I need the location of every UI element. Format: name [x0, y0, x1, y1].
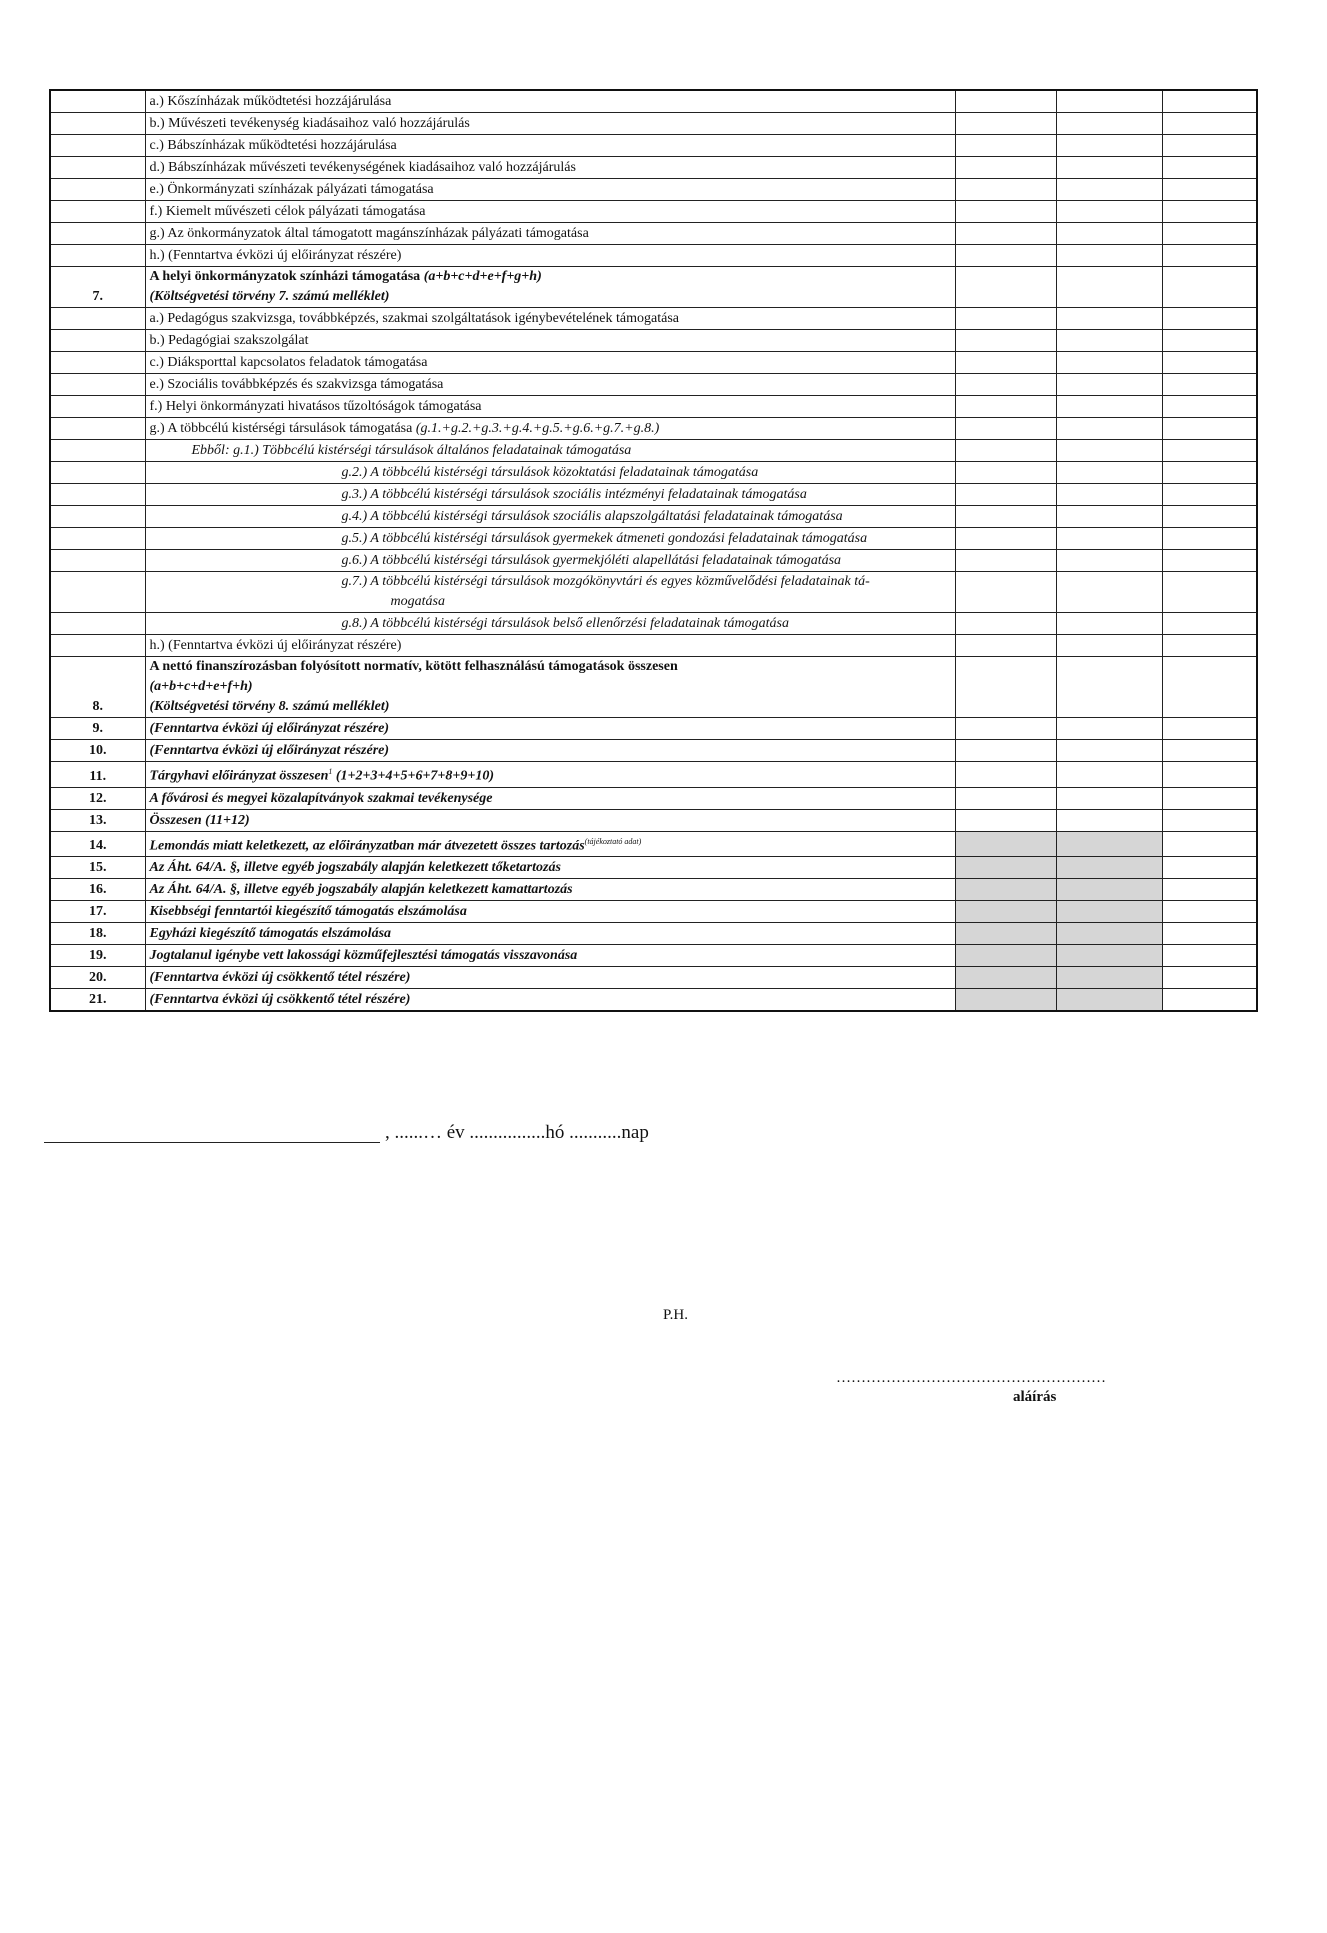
- value-cell-2[interactable]: [1056, 831, 1162, 857]
- row-number: 21.: [50, 989, 145, 1012]
- value-cell-1[interactable]: [955, 267, 1056, 308]
- value-cell-3[interactable]: [1162, 418, 1257, 440]
- value-cell-2[interactable]: [1056, 157, 1162, 179]
- value-cell-2[interactable]: [1056, 267, 1162, 308]
- row-label: [145, 267, 955, 308]
- row-label-text: (Fenntartva évközi új csökkentő tétel részére): [149, 970, 411, 986]
- row-label-text: (Fenntartva évközi új előirányzat részére): [149, 721, 390, 736]
- value-cell-3[interactable]: [1162, 440, 1257, 462]
- row-label: [145, 201, 955, 223]
- row-label-text: Kisebbségi fenntartói kiegészítő támogatás elszámolása: [149, 904, 467, 920]
- value-cell-2[interactable]: [1056, 762, 1162, 788]
- value-cell-1[interactable]: [955, 857, 1056, 879]
- value-cell-3[interactable]: [1162, 901, 1257, 923]
- row-label-text: g.) A többcélú kistérségi társulások támogatása: [149, 421, 413, 436]
- row-label: [145, 396, 955, 418]
- value-cell-3[interactable]: [1162, 528, 1257, 550]
- value-cell-2[interactable]: [1056, 245, 1162, 267]
- value-cell-3[interactable]: [1162, 374, 1257, 396]
- row-label-text: (Fenntartva évközi új csökkentő tétel részére): [149, 992, 411, 1008]
- row-label-text: a.) Kőszínházak működtetési hozzájárulása: [149, 94, 392, 109]
- value-cell-1[interactable]: [955, 90, 1056, 113]
- table-row: [50, 352, 1257, 374]
- row-label-continuation: mogatása: [390, 594, 445, 609]
- row-label-text: Ebből: g.1.) Többcélú kistérségi társulások általános feladatainak támogatása: [191, 443, 632, 458]
- row-number: 18.: [50, 923, 145, 945]
- value-cell-2[interactable]: [1056, 484, 1162, 506]
- value-cell-3[interactable]: [1162, 157, 1257, 179]
- table-row: [50, 762, 1257, 788]
- value-cell-2[interactable]: [1056, 740, 1162, 762]
- row-number: [50, 157, 145, 179]
- row-number: [50, 506, 145, 528]
- value-cell-1[interactable]: [955, 923, 1056, 945]
- value-cell-3[interactable]: [1162, 989, 1257, 1012]
- table-row: [50, 135, 1257, 157]
- row-number: [50, 528, 145, 550]
- value-cell-3[interactable]: [1162, 831, 1257, 857]
- row-number: 8.: [50, 657, 145, 718]
- row-number: 17.: [50, 901, 145, 923]
- row-label-reference: (Költségvetési törvény 8. számú melléklet): [149, 699, 390, 714]
- table-row: [50, 462, 1257, 484]
- row-label: [145, 113, 955, 135]
- row-label: [145, 506, 955, 528]
- value-cell-1[interactable]: [955, 967, 1056, 989]
- row-number: 12.: [50, 787, 145, 809]
- table-row: [50, 740, 1257, 762]
- value-cell-1[interactable]: [955, 945, 1056, 967]
- value-cell-1[interactable]: [955, 418, 1056, 440]
- row-label: [145, 740, 955, 762]
- value-cell-2[interactable]: [1056, 135, 1162, 157]
- row-label-text: c.) Bábszínházak működtetési hozzájárulása: [149, 138, 397, 153]
- value-cell-2[interactable]: [1056, 718, 1162, 740]
- row-label-formula: (a+b+c+d+e+f+g+h): [423, 269, 542, 284]
- value-cell-2[interactable]: [1056, 550, 1162, 572]
- row-label: [145, 989, 955, 1012]
- row-number: 13.: [50, 809, 145, 831]
- value-cell-2[interactable]: [1056, 989, 1162, 1012]
- row-number: [50, 90, 145, 113]
- value-cell-2[interactable]: [1056, 201, 1162, 223]
- row-label-text: (Fenntartva évközi új előirányzat részére): [149, 743, 390, 758]
- row-label-text: g.2.) A többcélú kistérségi társulások közoktatási feladatainak támogatása: [341, 465, 759, 480]
- value-cell-2[interactable]: [1056, 923, 1162, 945]
- value-cell-3[interactable]: [1162, 352, 1257, 374]
- value-cell-1[interactable]: [955, 352, 1056, 374]
- row-label-text: b.) Művészeti tevékenység kiadásaihoz való hozzájárulás: [149, 116, 470, 131]
- value-cell-2[interactable]: [1056, 635, 1162, 657]
- row-number: [50, 179, 145, 201]
- value-cell-3[interactable]: [1162, 506, 1257, 528]
- value-cell-3[interactable]: [1162, 223, 1257, 245]
- row-label: [145, 923, 955, 945]
- value-cell-2[interactable]: [1056, 657, 1162, 718]
- table-row: [50, 718, 1257, 740]
- row-label-text: g.7.) A többcélú kistérségi társulások mozgókönyvtári és egyes közművelődési feladatainak tá-: [341, 574, 870, 589]
- table-row: [50, 809, 1257, 831]
- value-cell-1[interactable]: [955, 113, 1056, 135]
- row-number: [50, 374, 145, 396]
- value-cell-2[interactable]: [1056, 506, 1162, 528]
- row-number: 14.: [50, 831, 145, 857]
- row-number: [50, 462, 145, 484]
- value-cell-3[interactable]: [1162, 462, 1257, 484]
- table-body: [50, 90, 1257, 1011]
- value-cell-1[interactable]: [955, 809, 1056, 831]
- table-row: [50, 201, 1257, 223]
- row-label-text: h.) (Fenntartva évközi új előirányzat részére): [149, 638, 402, 653]
- value-cell-3[interactable]: [1162, 762, 1257, 788]
- table-row: [50, 989, 1257, 1012]
- row-label: [145, 762, 955, 788]
- value-cell-3[interactable]: [1162, 787, 1257, 809]
- row-label-text: A helyi önkormányzatok színházi támogatása: [149, 269, 421, 284]
- value-cell-2[interactable]: [1056, 613, 1162, 635]
- table-row: [50, 613, 1257, 635]
- row-label-formula: (g.1.+g.2.+g.3.+g.4.+g.5.+g.6.+g.7.+g.8.): [415, 421, 660, 436]
- value-cell-2[interactable]: [1056, 352, 1162, 374]
- row-label: [145, 374, 955, 396]
- value-cell-1[interactable]: [955, 635, 1056, 657]
- row-label-text: f.) Kiemelt művészeti célok pályázati támogatása: [149, 204, 426, 219]
- row-label: [145, 967, 955, 989]
- row-label: [145, 330, 955, 352]
- value-cell-2[interactable]: [1056, 90, 1162, 113]
- value-cell-1[interactable]: [955, 245, 1056, 267]
- value-cell-1[interactable]: [955, 657, 1056, 718]
- row-label-text: a.) Pedagógus szakvizsga, továbbképzés, szakmai szolgáltatások igénybevételének támogatása: [149, 311, 679, 326]
- value-cell-2[interactable]: [1056, 879, 1162, 901]
- row-label-text: e.) Önkormányzati színházak pályázati támogatása: [149, 182, 434, 197]
- row-label-text: A nettó finanszírozásban folyósított normatív, kötött felhasználású támogatások összesen: [149, 659, 678, 674]
- value-cell-1[interactable]: [955, 330, 1056, 352]
- row-label-text: Tárgyhavi előirányzat összesen: [149, 768, 329, 784]
- table-row: [50, 396, 1257, 418]
- value-cell-3[interactable]: [1162, 267, 1257, 308]
- value-cell-2[interactable]: [1056, 787, 1162, 809]
- value-cell-3[interactable]: [1162, 135, 1257, 157]
- row-label-text: A fővárosi és megyei közalapítványok szakmai tevékenysége: [149, 790, 493, 806]
- value-cell-1[interactable]: [955, 613, 1056, 635]
- table-row: [50, 945, 1257, 967]
- row-label: [145, 572, 955, 613]
- value-cell-1[interactable]: [955, 506, 1056, 528]
- table-row: [50, 506, 1257, 528]
- value-cell-1[interactable]: [955, 396, 1056, 418]
- value-cell-3[interactable]: [1162, 308, 1257, 330]
- value-cell-3[interactable]: [1162, 857, 1257, 879]
- row-label: [145, 528, 955, 550]
- row-label: [145, 613, 955, 635]
- value-cell-2[interactable]: [1056, 528, 1162, 550]
- table-row: [50, 330, 1257, 352]
- value-cell-1[interactable]: [955, 572, 1056, 613]
- row-label-footnote: 1: [328, 767, 333, 776]
- row-label-text: c.) Diáksporttal kapcsolatos feladatok támogatása: [149, 355, 428, 370]
- row-number: [50, 572, 145, 613]
- value-cell-3[interactable]: [1162, 550, 1257, 572]
- value-cell-2[interactable]: [1056, 809, 1162, 831]
- table-row: [50, 179, 1257, 201]
- row-label-text: Az Áht. 64/A. §, illetve egyéb jogszabály alapján keletkezett kamattartozás: [149, 882, 573, 898]
- row-number: [50, 396, 145, 418]
- row-number: [50, 201, 145, 223]
- date-field: , ......… év ................hó ...........nap: [385, 1122, 649, 1143]
- table-row: [50, 550, 1257, 572]
- value-cell-2[interactable]: [1056, 901, 1162, 923]
- value-cell-1[interactable]: [955, 440, 1056, 462]
- row-label-text: e.) Szociális továbbképzés és szakvizsga támogatása: [149, 377, 444, 392]
- table-row: [50, 787, 1257, 809]
- value-cell-1[interactable]: [955, 462, 1056, 484]
- table-row: [50, 923, 1257, 945]
- value-cell-3[interactable]: [1162, 657, 1257, 718]
- row-label: [145, 245, 955, 267]
- row-label: [145, 223, 955, 245]
- table-row: [50, 528, 1257, 550]
- value-cell-2[interactable]: [1056, 572, 1162, 613]
- value-cell-3[interactable]: [1162, 718, 1257, 740]
- row-number: [50, 135, 145, 157]
- row-label-text: g.4.) A többcélú kistérségi társulások szociális alapszolgáltatási feladatainak támogatása: [341, 509, 843, 524]
- value-cell-1[interactable]: [955, 740, 1056, 762]
- value-cell-1[interactable]: [955, 989, 1056, 1012]
- value-cell-1[interactable]: [955, 308, 1056, 330]
- row-number: [50, 418, 145, 440]
- row-label: [145, 857, 955, 879]
- row-label-text: g.8.) A többcélú kistérségi társulások belső ellenőrzési feladatainak támogatása: [341, 616, 789, 631]
- value-cell-1[interactable]: [955, 831, 1056, 857]
- row-label: [145, 135, 955, 157]
- row-number: 7.: [50, 267, 145, 308]
- row-label-text: Összesen (11+12): [149, 812, 250, 828]
- value-cell-3[interactable]: [1162, 179, 1257, 201]
- row-label-text: g.5.) A többcélú kistérségi társulások gyermekek átmeneti gondozási feladatainak támogatása: [341, 531, 868, 546]
- table-row: [50, 113, 1257, 135]
- table-row: [50, 374, 1257, 396]
- value-cell-3[interactable]: [1162, 879, 1257, 901]
- row-label: [145, 635, 955, 657]
- row-label: [145, 809, 955, 831]
- value-cell-1[interactable]: [955, 718, 1056, 740]
- row-number: [50, 113, 145, 135]
- value-cell-2[interactable]: [1056, 330, 1162, 352]
- row-label: [145, 462, 955, 484]
- value-cell-3[interactable]: [1162, 923, 1257, 945]
- value-cell-3[interactable]: [1162, 484, 1257, 506]
- table-row: [50, 879, 1257, 901]
- table-row: [50, 90, 1257, 113]
- row-number: 16.: [50, 879, 145, 901]
- row-label: [145, 157, 955, 179]
- signature-label: aláírás: [1013, 1389, 1057, 1405]
- row-label-text: g.3.) A többcélú kistérségi társulások szociális intézményi feladatainak támogatása: [341, 487, 807, 502]
- row-label: [145, 550, 955, 572]
- value-cell-1[interactable]: [955, 879, 1056, 901]
- row-label-text: Az Áht. 64/A. §, illetve egyéb jogszabály alapján keletkezett tőketartozás: [149, 860, 561, 876]
- value-cell-1[interactable]: [955, 787, 1056, 809]
- value-cell-3[interactable]: [1162, 945, 1257, 967]
- row-number: [50, 308, 145, 330]
- row-label: [145, 308, 955, 330]
- table-row: [50, 267, 1257, 308]
- table-row: [50, 901, 1257, 923]
- row-label-text: d.) Bábszínházak művészeti tevékenységének kiadásaihoz való hozzájárulás: [149, 160, 576, 175]
- row-number: 15.: [50, 857, 145, 879]
- row-number: 11.: [50, 762, 145, 788]
- value-cell-2[interactable]: [1056, 418, 1162, 440]
- table-row: [50, 157, 1257, 179]
- value-cell-2[interactable]: [1056, 223, 1162, 245]
- value-cell-2[interactable]: [1056, 945, 1162, 967]
- table-row: [50, 223, 1257, 245]
- row-number: [50, 223, 145, 245]
- row-label: [145, 879, 955, 901]
- value-cell-1[interactable]: [955, 179, 1056, 201]
- value-cell-1[interactable]: [955, 484, 1056, 506]
- row-label-text: f.) Helyi önkormányzati hivatásos tűzoltóságok támogatása: [149, 399, 482, 414]
- table-row: [50, 484, 1257, 506]
- row-label-text: h.) (Fenntartva évközi új előirányzat részére): [149, 248, 402, 263]
- row-label-footnote: (tájékoztató adat): [584, 836, 642, 846]
- value-cell-3[interactable]: [1162, 967, 1257, 989]
- value-cell-1[interactable]: [955, 157, 1056, 179]
- signature-line: ………………………………………………: [836, 1370, 1106, 1386]
- row-label-formula: (a+b+c+d+e+f+h): [149, 679, 253, 694]
- row-number: [50, 635, 145, 657]
- value-cell-3[interactable]: [1162, 613, 1257, 635]
- value-cell-2[interactable]: [1056, 308, 1162, 330]
- value-cell-3[interactable]: [1162, 740, 1257, 762]
- row-label-reference: (Költségvetési törvény 7. számú melléklet): [149, 289, 390, 304]
- row-number: 19.: [50, 945, 145, 967]
- table-row: [50, 308, 1257, 330]
- value-cell-3[interactable]: [1162, 113, 1257, 135]
- value-cell-3[interactable]: [1162, 245, 1257, 267]
- row-label-text: g.6.) A többcélú kistérségi társulások gyermekjóléti alapellátási feladatainak támogatása: [341, 553, 842, 568]
- row-label: [145, 718, 955, 740]
- row-label: [145, 90, 955, 113]
- row-label-text: g.) Az önkormányzatok által támogatott magánszínházak pályázati támogatása: [149, 226, 589, 241]
- table-row: [50, 657, 1257, 718]
- row-number: 9.: [50, 718, 145, 740]
- row-label: [145, 787, 955, 809]
- table-row: [50, 418, 1257, 440]
- value-cell-3[interactable]: [1162, 396, 1257, 418]
- value-cell-2[interactable]: [1056, 440, 1162, 462]
- table-row: [50, 857, 1257, 879]
- row-label-text: Lemondás miatt keletkezett, az előirányzatban már átvezetett összes tartozás: [149, 838, 585, 854]
- value-cell-2[interactable]: [1056, 374, 1162, 396]
- row-label: [145, 440, 955, 462]
- place-line: [44, 1142, 380, 1143]
- value-cell-3[interactable]: [1162, 572, 1257, 613]
- value-cell-1[interactable]: [955, 901, 1056, 923]
- value-cell-2[interactable]: [1056, 462, 1162, 484]
- row-number: [50, 484, 145, 506]
- value-cell-3[interactable]: [1162, 201, 1257, 223]
- value-cell-2[interactable]: [1056, 857, 1162, 879]
- value-cell-2[interactable]: [1056, 113, 1162, 135]
- row-label: [145, 484, 955, 506]
- value-cell-3[interactable]: [1162, 635, 1257, 657]
- table-row: [50, 572, 1257, 613]
- row-number: [50, 613, 145, 635]
- value-cell-3[interactable]: [1162, 330, 1257, 352]
- value-cell-1[interactable]: [955, 135, 1056, 157]
- table-row: [50, 635, 1257, 657]
- value-cell-2[interactable]: [1056, 396, 1162, 418]
- row-label: [145, 418, 955, 440]
- value-cell-1[interactable]: [955, 762, 1056, 788]
- row-label: [145, 945, 955, 967]
- support-table: [49, 89, 1258, 1012]
- row-number: [50, 550, 145, 572]
- value-cell-3[interactable]: [1162, 90, 1257, 113]
- value-cell-2[interactable]: [1056, 179, 1162, 201]
- value-cell-3[interactable]: [1162, 809, 1257, 831]
- row-label: [145, 179, 955, 201]
- row-number: 20.: [50, 967, 145, 989]
- table-row: [50, 245, 1257, 267]
- row-label: [145, 352, 955, 374]
- row-number: [50, 440, 145, 462]
- row-label-formula: (1+2+3+4+5+6+7+8+9+10): [332, 768, 495, 784]
- value-cell-1[interactable]: [955, 201, 1056, 223]
- row-label: [145, 831, 955, 857]
- row-number: [50, 245, 145, 267]
- row-number: [50, 330, 145, 352]
- table-row: [50, 831, 1257, 857]
- row-number: [50, 352, 145, 374]
- value-cell-2[interactable]: [1056, 967, 1162, 989]
- value-cell-1[interactable]: [955, 550, 1056, 572]
- row-label: [145, 657, 955, 718]
- table-row: [50, 967, 1257, 989]
- row-label-text: b.) Pedagógiai szakszolgálat: [149, 333, 309, 348]
- value-cell-1[interactable]: [955, 374, 1056, 396]
- row-label-text: Egyházi kiegészítő támogatás elszámolása: [149, 926, 392, 942]
- row-label: [145, 901, 955, 923]
- table-row: [50, 440, 1257, 462]
- value-cell-1[interactable]: [955, 528, 1056, 550]
- stamp-label: P.H.: [663, 1307, 689, 1323]
- row-label-text: Jogtalanul igénybe vett lakossági közműfejlesztési támogatás visszavonása: [149, 948, 578, 964]
- value-cell-1[interactable]: [955, 223, 1056, 245]
- form-sheet: [49, 89, 1256, 1012]
- row-number: 10.: [50, 740, 145, 762]
